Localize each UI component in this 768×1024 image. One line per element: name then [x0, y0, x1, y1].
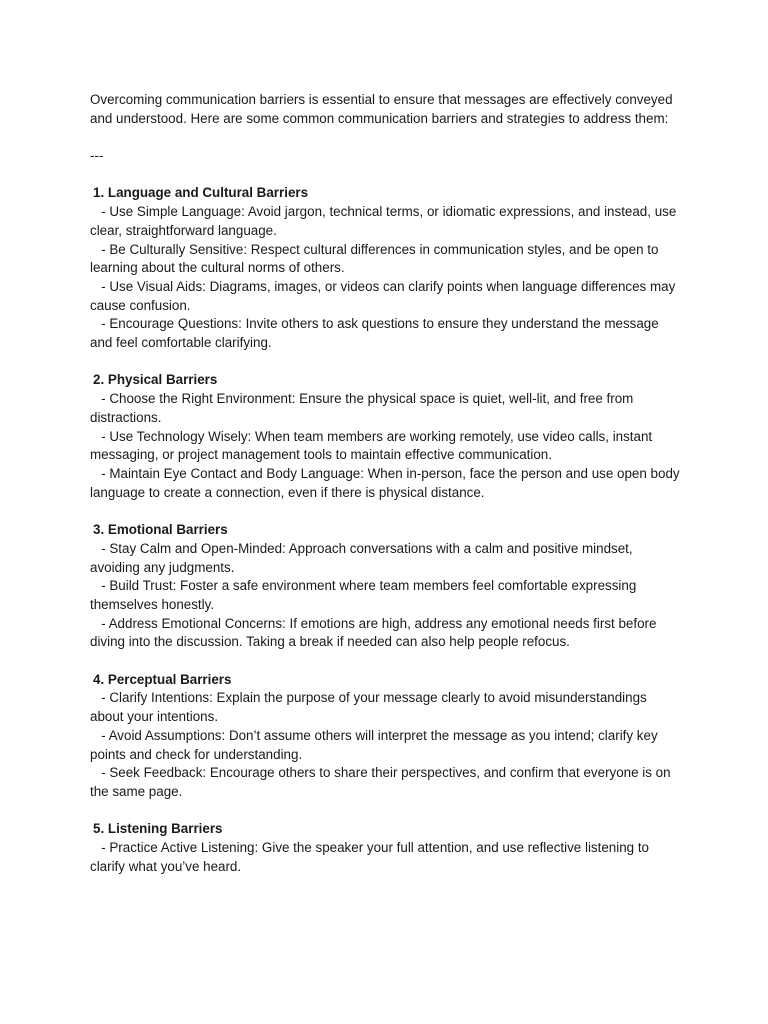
section-title: 1. Language and Cultural Barriers [93, 185, 309, 201]
section-physical [90, 371, 684, 502]
section-language-cultural [90, 184, 680, 352]
list-item: - Address Emotional Concerns: If emotions are high, address any emotional needs first before diving into the discussion. Taking a break if needed can also help people refocus. [90, 615, 661, 650]
list-item: - Encourage Questions: Invite others to ask questions to ensure they understand the message and feel comfortable clarifying. [90, 316, 663, 351]
list-item: - Build Trust: Foster a safe environment where team members feel comfortable expressing themselves honestly. [90, 578, 641, 612]
list-item: - Avoid Assumptions: Don’t assume others will interpret the message as you intend; clarify key points and check for understanding. [90, 727, 662, 762]
section-title: 4. Perceptual Barriers [93, 671, 232, 687]
list-item: - Seek Feedback: Encourage others to share their perspectives, and confirm that everyone is on the same page. [90, 765, 675, 799]
list-item: - Use Visual Aids: Diagrams, images, or videos can clarify points when language differences may cause confusion. [90, 278, 680, 313]
document-page [90, 91, 684, 876]
list-item: - Be Culturally Sensitive: Respect cultural differences in communication styles, and be open to learning about the cultural norms of others. [90, 241, 663, 276]
list-item: - Choose the Right Environment: Ensure the physical space is quiet, well-lit, and free from distractions. [90, 391, 638, 425]
intro-paragraph: Overcoming communication barriers is essential to ensure that messages are effectively conveyed and understood. Here are some common communication barriers and strategies to address them: [90, 92, 673, 126]
section-title: 5. Listening Barriers [93, 821, 223, 837]
section-title: 2. Physical Barriers [93, 372, 218, 388]
list-item: - Clarify Intentions: Explain the purpose of your message clearly to avoid misunderstandings about your intentions. [90, 690, 651, 725]
section-emotional [90, 521, 680, 652]
list-item: - Stay Calm and Open-Minded: Approach conversations with a calm and positive mindset, avoiding any judgments. [90, 540, 637, 575]
section-title: 3. Emotional Barriers [93, 522, 228, 538]
list-item: - Practice Active Listening: Give the speaker your full attention, and use reflective listening to clarify what you’ve heard. [90, 840, 653, 874]
list-item: - Maintain Eye Contact and Body Language: When in-person, face the person and use open body language to create a connection, even if there is physical distance. [90, 466, 684, 500]
section-perceptual [90, 671, 680, 802]
list-item: - Use Simple Language: Avoid jargon, technical terms, or idiomatic expressions, and instead, use clear, straightforward language. [90, 204, 681, 238]
section-listening [90, 820, 680, 876]
section-divider: --- [90, 148, 104, 164]
list-item: - Use Technology Wisely: When team members are working remotely, use video calls, instant messaging, or project management tools to maintain effective communication. [90, 428, 656, 463]
